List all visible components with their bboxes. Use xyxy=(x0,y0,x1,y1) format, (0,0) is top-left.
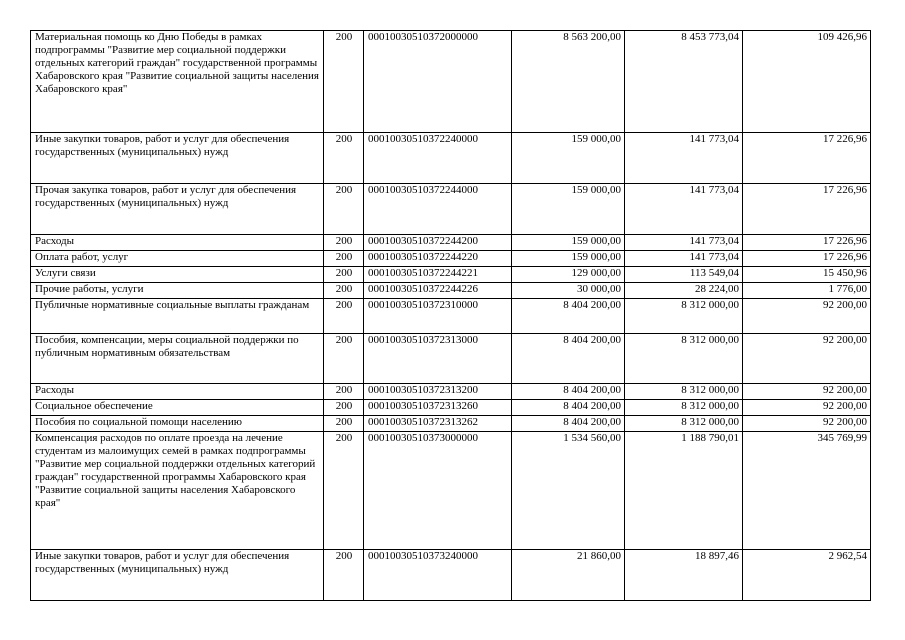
row-name-cell: Материальная помощь ко Дню Победы в рамках подпрограммы "Развитие мер социальной поддержки отдельных категорий граждан" государственной программы Хабаровского края "Развитие социальной защиты населения Хабаровского края" xyxy=(31,31,324,133)
row-classification-code-cell: 00010030510372244220 xyxy=(364,251,512,267)
row-executed-cell: 141 773,04 xyxy=(625,251,743,267)
row-classification-code-cell: 00010030510372313000 xyxy=(364,334,512,384)
row-code-cell: 200 xyxy=(324,31,364,133)
row-approved-cell: 159 000,00 xyxy=(512,184,625,235)
row-approved-cell: 21 860,00 xyxy=(512,550,625,601)
row-classification-code-cell: 00010030510372244226 xyxy=(364,283,512,299)
row-name-cell: Компенсация расходов по оплате проезда на лечение студентам из малоимущих семей в рамках подпрограммы "Развитие мер социальной поддержки отдельных категорий граждан" государственной программы Хабаровского края "Развитие социальной защиты населения Хабаровского края" xyxy=(31,432,324,550)
row-name-cell: Иные закупки товаров, работ и услуг для обеспечения государственных (муниципальных) нужд xyxy=(31,550,324,601)
row-approved-cell: 129 000,00 xyxy=(512,267,625,283)
row-name-cell: Расходы xyxy=(31,384,324,400)
row-code-cell: 200 xyxy=(324,133,364,184)
row-executed-cell: 28 224,00 xyxy=(625,283,743,299)
table-row xyxy=(31,432,871,550)
row-approved-cell: 159 000,00 xyxy=(512,251,625,267)
table-row xyxy=(31,416,871,432)
row-executed-cell: 141 773,04 xyxy=(625,235,743,251)
row-remaining-cell: 345 769,99 xyxy=(743,432,871,550)
row-remaining-cell: 15 450,96 xyxy=(743,267,871,283)
row-name-cell: Публичные нормативные социальные выплаты гражданам xyxy=(31,299,324,334)
row-remaining-cell: 92 200,00 xyxy=(743,384,871,400)
row-name-cell: Пособия, компенсации, меры социальной поддержки по публичным нормативным обязательствам xyxy=(31,334,324,384)
row-code-cell: 200 xyxy=(324,283,364,299)
row-classification-code-cell: 00010030510372313262 xyxy=(364,416,512,432)
row-executed-cell: 8 312 000,00 xyxy=(625,400,743,416)
table-row xyxy=(31,133,871,184)
table-row xyxy=(31,400,871,416)
table-row xyxy=(31,184,871,235)
table-row xyxy=(31,235,871,251)
row-approved-cell: 30 000,00 xyxy=(512,283,625,299)
row-executed-cell: 113 549,04 xyxy=(625,267,743,283)
row-classification-code-cell: 00010030510372244221 xyxy=(364,267,512,283)
row-approved-cell: 8 404 200,00 xyxy=(512,416,625,432)
row-executed-cell: 8 453 773,04 xyxy=(625,31,743,133)
row-executed-cell: 8 312 000,00 xyxy=(625,334,743,384)
row-remaining-cell: 17 226,96 xyxy=(743,184,871,235)
row-classification-code-cell: 00010030510372000000 xyxy=(364,31,512,133)
row-name-cell: Оплата работ, услуг xyxy=(31,251,324,267)
row-name-cell: Расходы xyxy=(31,235,324,251)
row-approved-cell: 8 563 200,00 xyxy=(512,31,625,133)
row-executed-cell: 1 188 790,01 xyxy=(625,432,743,550)
row-remaining-cell: 92 200,00 xyxy=(743,400,871,416)
row-remaining-cell: 109 426,96 xyxy=(743,31,871,133)
row-remaining-cell: 1 776,00 xyxy=(743,283,871,299)
row-code-cell: 200 xyxy=(324,416,364,432)
row-executed-cell: 8 312 000,00 xyxy=(625,384,743,400)
row-approved-cell: 8 404 200,00 xyxy=(512,299,625,334)
row-approved-cell: 8 404 200,00 xyxy=(512,334,625,384)
row-code-cell: 200 xyxy=(324,184,364,235)
row-remaining-cell: 17 226,96 xyxy=(743,251,871,267)
table-row xyxy=(31,251,871,267)
row-name-cell: Пособия по социальной помощи населению xyxy=(31,416,324,432)
row-approved-cell: 8 404 200,00 xyxy=(512,400,625,416)
row-approved-cell: 1 534 560,00 xyxy=(512,432,625,550)
table-row xyxy=(31,384,871,400)
row-remaining-cell: 17 226,96 xyxy=(743,133,871,184)
row-name-cell: Прочая закупка товаров, работ и услуг для обеспечения государственных (муниципальных) нужд xyxy=(31,184,324,235)
table-row xyxy=(31,550,871,601)
row-classification-code-cell: 00010030510373000000 xyxy=(364,432,512,550)
table-row xyxy=(31,334,871,384)
row-code-cell: 200 xyxy=(324,334,364,384)
row-name-cell: Иные закупки товаров, работ и услуг для обеспечения государственных (муниципальных) нужд xyxy=(31,133,324,184)
row-code-cell: 200 xyxy=(324,384,364,400)
row-remaining-cell: 17 226,96 xyxy=(743,235,871,251)
table-row xyxy=(31,31,871,133)
row-code-cell: 200 xyxy=(324,251,364,267)
row-classification-code-cell: 00010030510372313260 xyxy=(364,400,512,416)
budget-execution-table xyxy=(30,30,871,601)
row-remaining-cell: 92 200,00 xyxy=(743,299,871,334)
row-classification-code-cell: 00010030510372240000 xyxy=(364,133,512,184)
table-row xyxy=(31,267,871,283)
row-code-cell: 200 xyxy=(324,432,364,550)
row-executed-cell: 141 773,04 xyxy=(625,133,743,184)
row-executed-cell: 8 312 000,00 xyxy=(625,416,743,432)
row-code-cell: 200 xyxy=(324,235,364,251)
row-code-cell: 200 xyxy=(324,550,364,601)
row-code-cell: 200 xyxy=(324,400,364,416)
table-row xyxy=(31,299,871,334)
row-executed-cell: 18 897,46 xyxy=(625,550,743,601)
row-remaining-cell: 92 200,00 xyxy=(743,334,871,384)
table-row xyxy=(31,283,871,299)
row-classification-code-cell: 00010030510372313200 xyxy=(364,384,512,400)
row-approved-cell: 159 000,00 xyxy=(512,235,625,251)
row-approved-cell: 8 404 200,00 xyxy=(512,384,625,400)
row-name-cell: Прочие работы, услуги xyxy=(31,283,324,299)
row-executed-cell: 141 773,04 xyxy=(625,184,743,235)
row-remaining-cell: 92 200,00 xyxy=(743,416,871,432)
row-remaining-cell: 2 962,54 xyxy=(743,550,871,601)
row-approved-cell: 159 000,00 xyxy=(512,133,625,184)
row-classification-code-cell: 00010030510372244000 xyxy=(364,184,512,235)
row-classification-code-cell: 00010030510372310000 xyxy=(364,299,512,334)
row-classification-code-cell: 00010030510373240000 xyxy=(364,550,512,601)
row-name-cell: Социальное обеспечение xyxy=(31,400,324,416)
row-executed-cell: 8 312 000,00 xyxy=(625,299,743,334)
row-code-cell: 200 xyxy=(324,299,364,334)
row-classification-code-cell: 00010030510372244200 xyxy=(364,235,512,251)
row-code-cell: 200 xyxy=(324,267,364,283)
row-name-cell: Услуги связи xyxy=(31,267,324,283)
